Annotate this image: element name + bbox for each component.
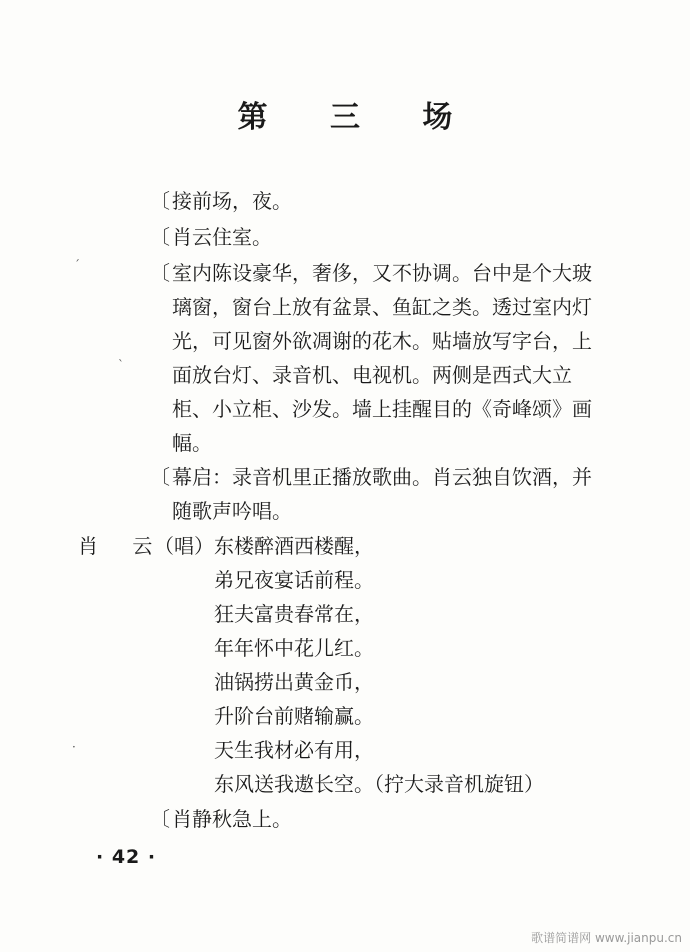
scan-speck: ˊ bbox=[74, 258, 80, 272]
song-line-5: 油锅捞出黄金币， bbox=[214, 670, 374, 694]
direction-text: 室内陈设豪华，奢侈，又不协调。台中是个大玻 bbox=[172, 261, 592, 285]
watermark: 歌谱简谱网 www.jianpu.cn bbox=[531, 931, 682, 945]
direction-text: 肖静秋急上。 bbox=[172, 807, 292, 831]
song-line-1 bbox=[154, 533, 374, 559]
song-line-4: 年年怀中花儿红。 bbox=[214, 636, 374, 660]
scene-title: 第 三 场 bbox=[237, 100, 479, 135]
stage-direction-3-line-5: 柜、小立柜、沙发。墙上挂醒目的《奇峰颂》画 bbox=[172, 397, 592, 421]
song-line-3: 狂夫富贵春常在， bbox=[214, 602, 374, 626]
direction-bracket: 〔 bbox=[150, 189, 170, 213]
stage-direction-3-line-2: 璃窗，窗台上放有盆景、鱼缸之类。透过室内灯 bbox=[172, 295, 592, 319]
song-line-7: 天生我材必有用， bbox=[214, 738, 374, 762]
scan-speck: ˋ bbox=[118, 358, 124, 372]
direction-bracket: 〔 bbox=[150, 807, 170, 831]
stage-direction-4-line-1 bbox=[150, 464, 592, 490]
direction-bracket: 〔 bbox=[150, 261, 170, 285]
direction-bracket: 〔 bbox=[150, 225, 170, 249]
song-cue: （唱） bbox=[154, 534, 214, 558]
speaker-name: 肖 云 bbox=[78, 534, 167, 558]
song-line-6: 升阶台前赌输赢。 bbox=[214, 704, 374, 728]
stage-direction-3-line-3: 光，可见窗外欲凋谢的花木。贴墙放写字台，上 bbox=[172, 329, 592, 353]
stage-direction-4-line-2: 随歌声吟唱。 bbox=[172, 499, 292, 523]
song-line-8: 东风送我遨长空。（拧大录音机旋钮） bbox=[214, 772, 544, 796]
direction-text: 幕启：录音机里正播放歌曲。肖云独自饮酒，并 bbox=[172, 465, 592, 489]
stage-direction-3-line-1 bbox=[150, 260, 592, 286]
song-lyric: 东楼醉酒西楼醒， bbox=[214, 534, 374, 558]
scan-speck: · bbox=[72, 740, 76, 754]
stage-direction-2 bbox=[150, 224, 272, 250]
direction-text: 接前场，夜。 bbox=[172, 189, 292, 213]
stage-direction-5 bbox=[150, 806, 292, 832]
stage-direction-1 bbox=[150, 188, 292, 214]
stage-direction-3-line-4: 面放台灯、录音机、电视机。两侧是西式大立 bbox=[172, 363, 572, 387]
page-number: · 42 · bbox=[96, 846, 157, 868]
direction-text: 肖云住室。 bbox=[172, 225, 272, 249]
stage-direction-3-line-6: 幅。 bbox=[172, 431, 212, 455]
direction-bracket: 〔 bbox=[150, 465, 170, 489]
song-line-2: 弟兄夜宴话前程。 bbox=[214, 568, 374, 592]
